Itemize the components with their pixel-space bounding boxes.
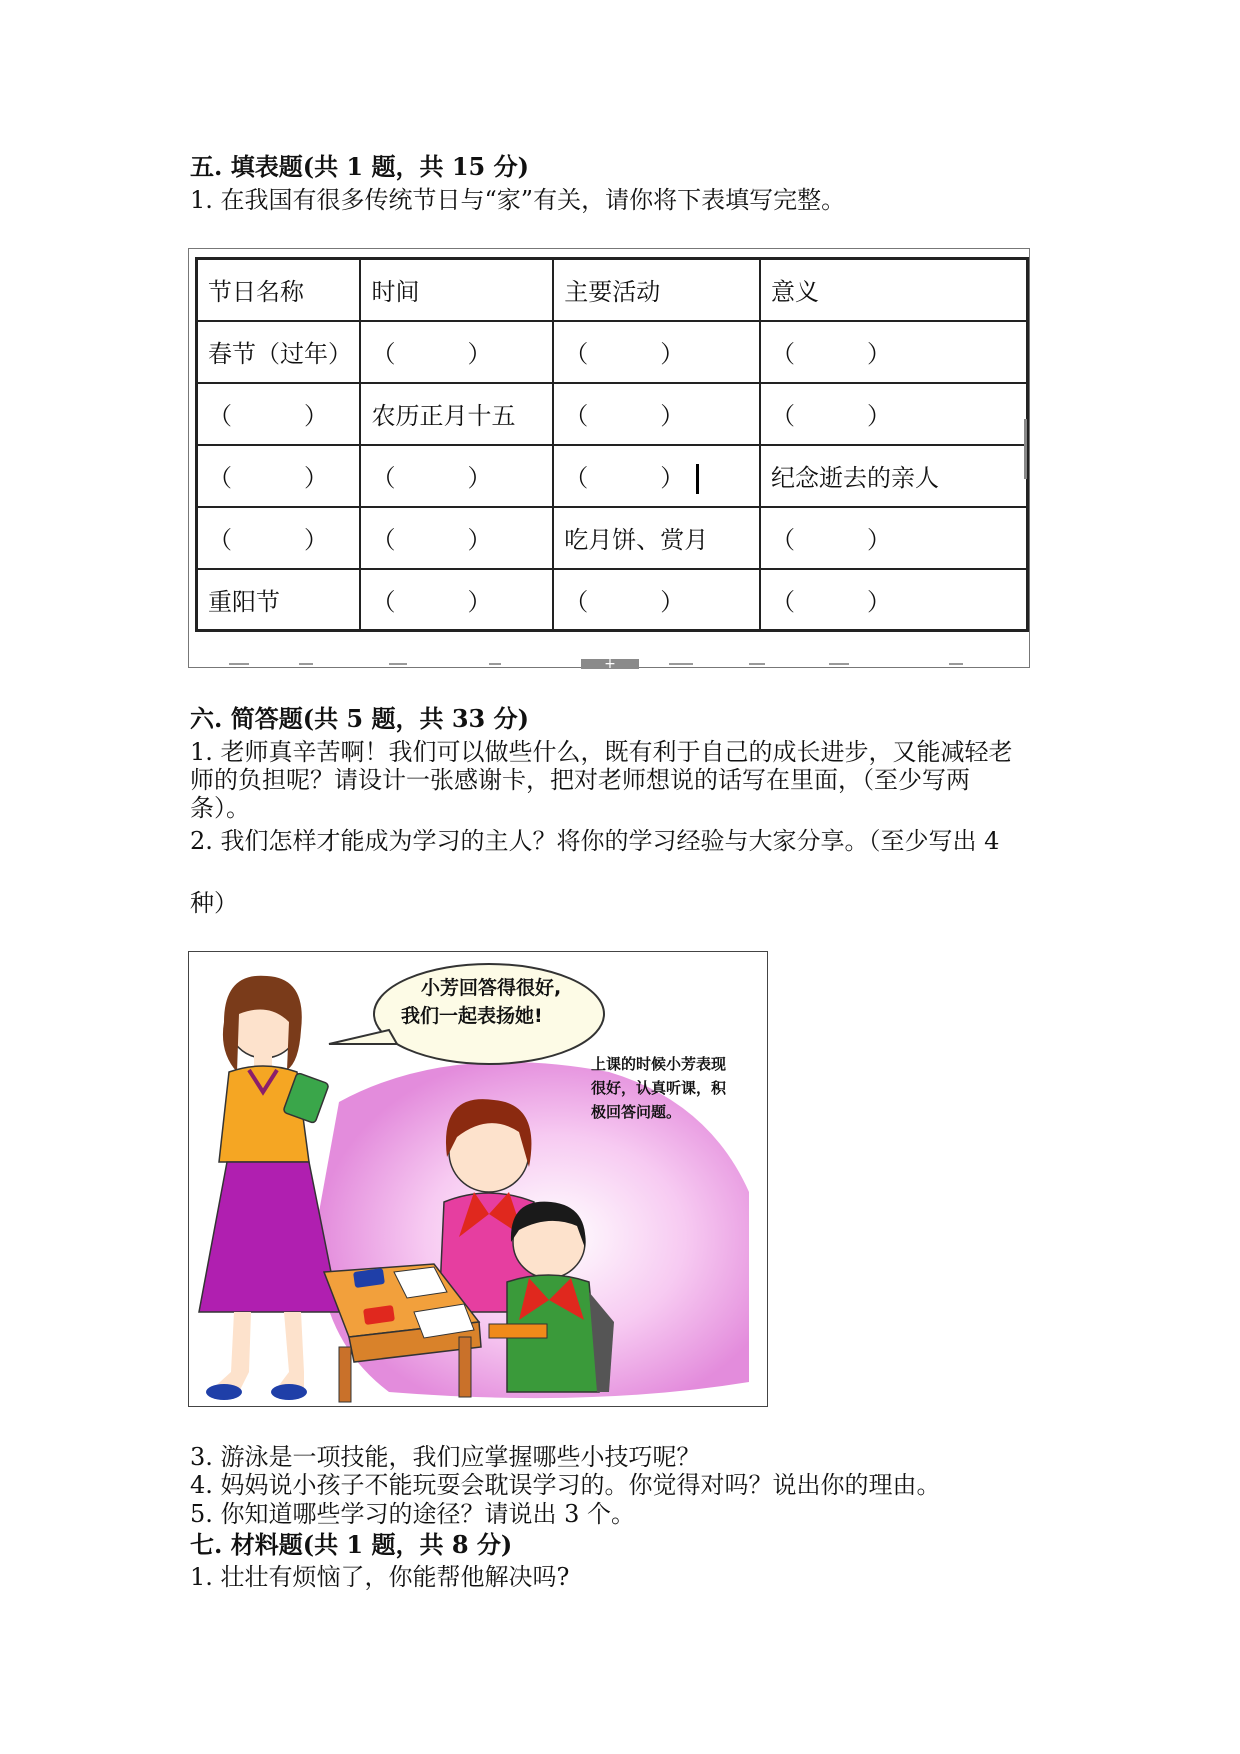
add-row-plus-icon[interactable]: + — [581, 659, 639, 669]
scroll-marker — [1024, 419, 1027, 479]
section-6-q3: 3. 游泳是一项技能，我们应掌握哪些小技巧呢？ — [190, 1443, 701, 1471]
table-row — [197, 445, 1028, 507]
table-cell: （ ） — [760, 507, 1028, 569]
table-cell: （ ） — [760, 383, 1028, 445]
table-cell: （ ） — [760, 321, 1028, 383]
table-cell: （ ） — [760, 569, 1028, 631]
section-6-q4: 4. 妈妈说小孩子不能玩耍会耽误学习的。你觉得对吗？说出你的理由。 — [190, 1471, 941, 1499]
caption-line: 极回答问题。 — [591, 1103, 682, 1121]
caption-line: 上课的时候小芳表现 — [591, 1055, 727, 1073]
classroom-illustration — [188, 951, 768, 1407]
table-cell: （ ） — [360, 507, 553, 569]
table-cell: （ ） — [360, 445, 553, 507]
speech-line: 我们一起表扬她! — [401, 1005, 543, 1027]
table-row — [197, 507, 1028, 569]
speech-line: 小芳回答得很好, — [421, 977, 562, 999]
table-row — [197, 321, 1028, 383]
table-cell: （ ） — [197, 383, 361, 445]
festival-table-image — [188, 248, 1030, 672]
table-cell: 纪念逝去的亲人 — [760, 445, 1028, 507]
section-5-heading: 五. 填表题(共 1 题，共 15 分) — [190, 152, 529, 181]
section-7-question-1: 1. 壮壮有烦恼了，你能帮他解决吗? — [190, 1563, 570, 1591]
section-6-q5: 5. 你知道哪些学习的途径？请说出 3 个。 — [190, 1500, 636, 1528]
table-cell: 农历正月十五 — [360, 383, 553, 445]
text-cursor — [696, 464, 699, 494]
table-cell: （ ） — [553, 569, 760, 631]
section-5-question-1: 1. 在我国有很多传统节日与“家”有关，请你将下表填写完整。 — [190, 186, 846, 214]
table-cell-text: （ ） — [564, 463, 685, 492]
table-cell: （ ） — [197, 445, 361, 507]
section-6-q1-line-1: 1. 老师真辛苦啊！我们可以做些什么，既有利于自己的成长进步，又能减轻老 — [190, 738, 1013, 766]
table-cell: 春节（过年） — [197, 321, 361, 383]
festival-table — [195, 257, 1029, 632]
table-header-row — [197, 259, 1028, 321]
caption-line: 很好，认真听课，积 — [591, 1079, 727, 1097]
header-time: 时间 — [360, 259, 553, 321]
section-6-heading: 六. 简答题(共 5 题，共 33 分) — [190, 704, 529, 733]
section-6-q1-line-3: 条）。 — [190, 794, 250, 822]
table-cell: （ ） — [553, 321, 760, 383]
speech-bubble-text — [401, 974, 562, 1030]
table-cell: （ ） — [197, 507, 361, 569]
table-cell: 重阳节 — [197, 569, 361, 631]
header-main-activity: 主要活动 — [553, 259, 760, 321]
table-row — [197, 569, 1028, 631]
table-cell: （ ） — [360, 321, 553, 383]
section-7-heading: 七. 材料题(共 1 题，共 8 分) — [190, 1530, 513, 1559]
header-meaning: 意义 — [760, 259, 1028, 321]
table-cell: （ ） — [360, 569, 553, 631]
section-6-q1-line-2: 师的负担呢？请设计一张感谢卡，把对老师想说的话写在里面，（至少写两 — [190, 766, 970, 794]
illustration-caption — [591, 1052, 726, 1124]
table-cell: 吃月饼、赏月 — [553, 507, 760, 569]
table-cell: （ ） — [553, 383, 760, 445]
table-cell — [553, 445, 760, 507]
section-6-q2-line-1: 2. 我们怎样才能成为学习的主人？将你的学习经验与大家分享。（至少写出 4 — [190, 827, 1000, 855]
section-6-q2-line-2: 种） — [190, 889, 238, 917]
header-festival-name: 节日名称 — [197, 259, 361, 321]
table-row — [197, 383, 1028, 445]
